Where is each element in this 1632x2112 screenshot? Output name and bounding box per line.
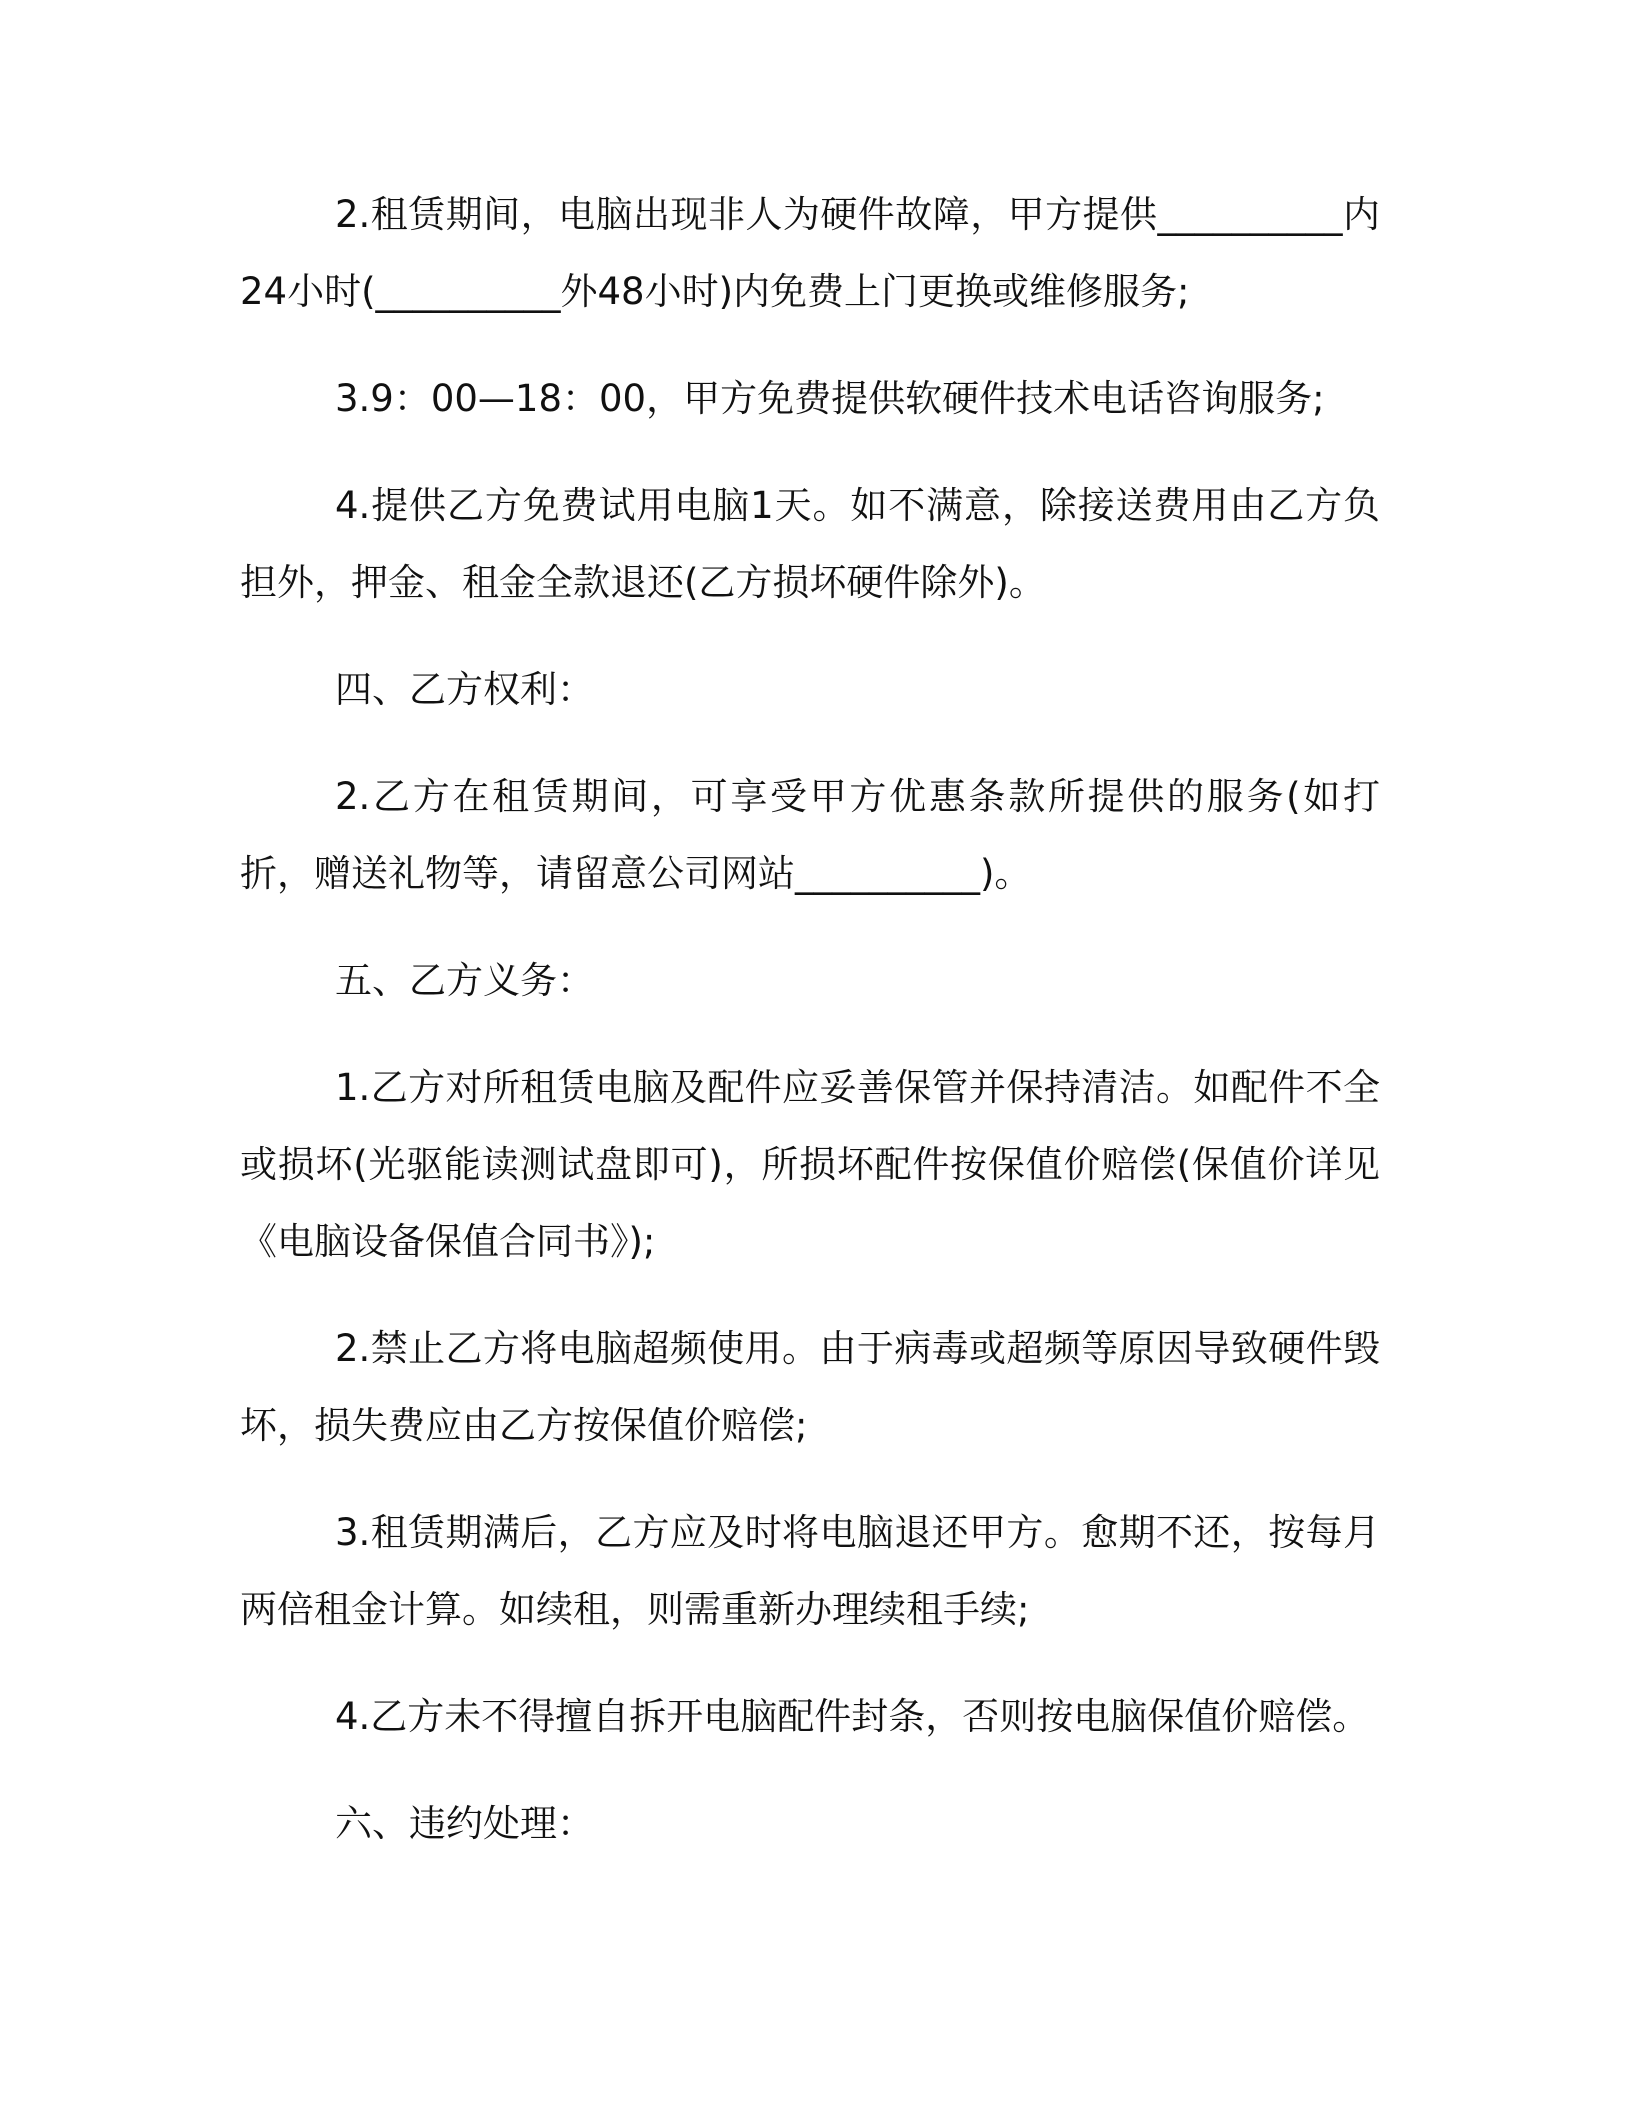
clause-care-and-damage: 1.乙方对所租赁电脑及配件应妥善保管并保持清洁。如配件不全或损坏(光驱能读测试盘即可)，所损坏配件按保值价赔偿(保值价详见《电脑设备保值合同书》);: [240, 1066, 1380, 1263]
section-heading-breach: 六、违约处理：: [335, 1802, 594, 1845]
clause-hardware-repair: 2.租赁期间，电脑出现非人为硬件故障，甲方提供__________内24小时(__________外48小时)内免费上门更换或维修服务;: [240, 193, 1380, 313]
clause-seal-tampering: 4.乙方未不得擅自拆开电脑配件封条，否则按电脑保值价赔偿。: [335, 1695, 1370, 1738]
document-body: [240, 176, 1380, 1892]
section-heading-rights: 四、乙方权利：: [335, 668, 594, 711]
clause-no-overclocking: 2.禁止乙方将电脑超频使用。由于病毒或超频等原因导致硬件毁坏，损失费应由乙方按保值价赔偿;: [240, 1327, 1380, 1447]
clause-free-trial: 4.提供乙方免费试用电脑1天。如不满意，除接送费用由乙方负担外，押金、租金全款退还(乙方损坏硬件除外)。: [240, 484, 1380, 604]
clause-return-on-expiry: 3.租赁期满后，乙方应及时将电脑退还甲方。愈期不还，按每月两倍租金计算。如续租，则需重新办理续租手续;: [240, 1511, 1380, 1631]
section-heading-obligations: 五、乙方义务：: [335, 959, 594, 1002]
clause-phone-support: 3.9：00—18：00，甲方免费提供软硬件技术电话咨询服务;: [335, 377, 1325, 420]
clause-discount-services: 2.乙方在租赁期间，可享受甲方优惠条款所提供的服务(如打折，赠送礼物等，请留意公司网站__________)。: [240, 775, 1380, 895]
